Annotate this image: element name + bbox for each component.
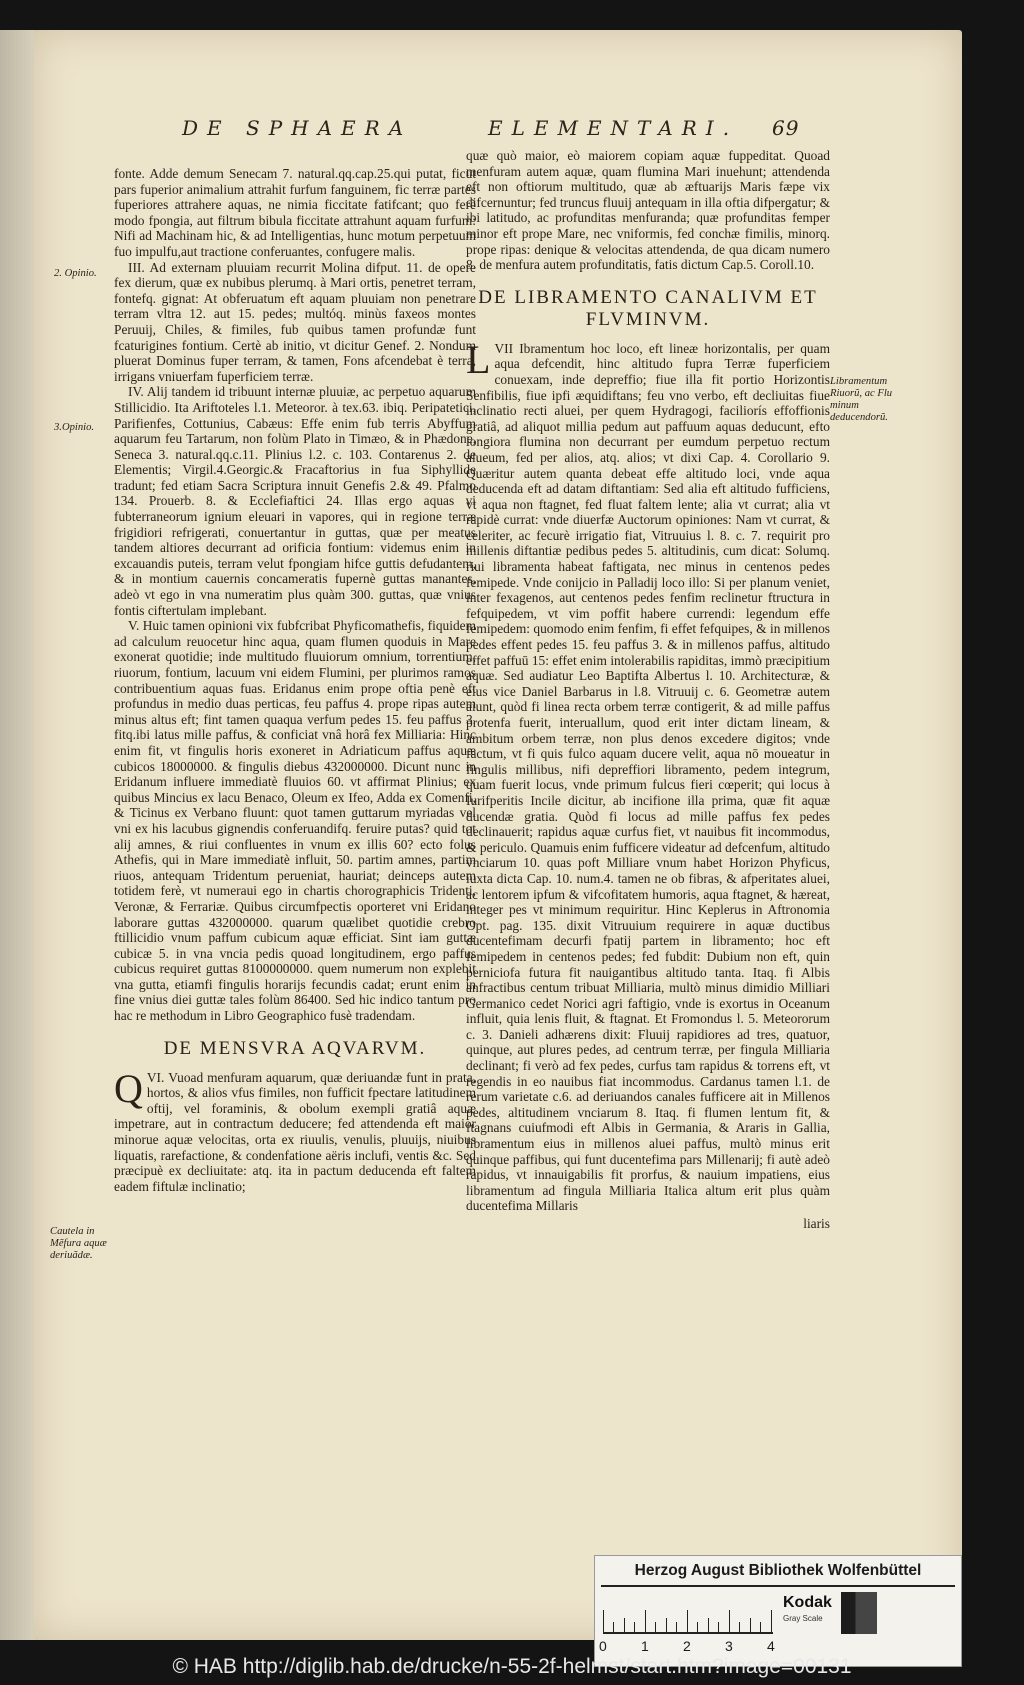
book-page — [34, 30, 962, 1654]
right-column — [466, 148, 830, 1232]
ruler-number: 0 — [599, 1638, 607, 1654]
paragraph-number: VII — [494, 340, 514, 356]
margin-note-opinio-3: 3.Opinio. — [54, 422, 95, 433]
ruler-number: 2 — [683, 1638, 691, 1654]
left-column — [114, 166, 476, 1194]
paragraph-vii — [466, 336, 830, 1214]
gray-swatch — [841, 1592, 877, 1634]
paragraph-number: VI. — [146, 1069, 165, 1085]
paragraph-text: Vuoad menfuram aquarum, quæ deriuandæ funt in prata, hortos, & alios vfus fimiles, non fufficit fpectare latitudinem oftij, vel foraminis, & obolum exempli gratiâ aquæ impetrare, aut in contractum deducere; fed attendenda eft maior minorue aquæ velocitas, orta ex riuulis, venulis, pluuijs, niuibus liquatis, rarefactione, & condenfatione aëris inclufi, ventis &c. Sed præcipuè ex decliuitate: atq. ita in pactum deducenda eft faltem eadem fiftulæ inclinatio; — [114, 1069, 476, 1194]
margin-note-libramentum: Libramentum Riuorũ, ac Flu minum deducendorũ. — [830, 376, 893, 423]
paragraph: fonte. Adde demum Senecam 7. natural.qq.cap.25.qui putat, ficut pars fuperior animalium attrahit furfum fanguinem, fic terræ partes fuperiores attrahere aquas, ne nimia ficcitate fatifcant; quo ferè modo fpongia, aut filtrum bibula ficcitate attrahunt aquam furfum: Nifi ad Machinam hic, & ad Intelligentias, hunc motum perpetuum fuo impulfu,aut tractione conferuantes, confugere malis. — [114, 166, 476, 259]
section-title-libramento: DE LIBRAMENTO CANALIVM ET FLVMINVM. — [478, 286, 818, 330]
library-name: Herzog August Bibliothek Wolfenbüttel — [634, 1562, 922, 1579]
copyright-footer: © HAB http://diglib.hab.de/drucke/n-55-2f-helmst/start.htm?image=00131 — [172, 1655, 852, 1678]
paragraph: V. Huic tamen opinioni vix fubfcribat Phyficomathefis, fiquidem ad calculum reuocetur hinc aqua, quam flumen quoduis in Mare exonerat quotidie; inde multitudo fluuiorum omnium, torrentium, riuorum, fontium, lacuum vni eidem Flumini, per plurimos ramos contribuentium aquas fuas. Eridanus enim prope oftia penè eft profundus in medio duas perticas, feu paffus 4. prope ripas autem minus altus eft; fint tamen quaqua verfum pedes 15. feu paffus 3. fitq.ibi latus mille paffus, & conficiat vnâ horâ fex Milliaria: Hinc enim fit, vt fingulis horis exoneret in Adriaticum paffus aquæ cubicos 18000000. & fingulis diebus 432000000. Dicunt nunc in Eridanum influere immediatè fluuios 60. vt affirmat Plinius; ex quibus Mincius ex lacu Benaco, Oleum ex Ifeo, Adda ex Comenfi, & Ticinus ex Verbano fluunt: quot tamen guttarum myriadas vel vni ex his lacubus gignendis conferuandifq. feruire putas? quid tot alij amnes, & riui confluentes in vnum ex illis 60? ecto folus Athefis, qui in Mare immediatè influit, 50. partim amnes, partim riuos, antequam Tridentum perueniat, hauriat; deinceps autem totidem ferè, vt numeraui ego in chartis chorographicis Tridenti, Veronæ, & Ferrariæ. Quibus circumfpectis oporteret vni Eridano laborare guttas 432000000. quarum quælibet quotidie crebro ftillicidio vnum paffum cubicum aquæ efficiat. Sint iam guttæ cubicæ 5. in vna vncia pedis quoad longitudinem, ergo paffus cubicus requiret guttas 8100000000. quem numerum non explebit vna gutta, etiamfi fingulis horarijs fecundis cadat; erunt enim in fine vnius diei guttæ tales folùm 86400. Sed hic indico tantum pro hac re methodum in Libro Geographico fusè tradendam. — [114, 618, 476, 1024]
paragraph-text: Ibramentum hoc loco, eft lineæ horizontalis, per quam aqua defcendit, hinc altitudo fupra Terræ fuperficiem conuexam, inde depreffio; fiue illa fit portio Horizontis Senfibilis, fiue ipfi æquidiftans; feu vno verbo, eft decliuitas fiue inclinatio recti aluei, per quem Hydragogi, faciliorís effoffionis gratiâ, ad aliquot millia pedum aut paffuum aquas deducunt, efto longiora flumina non decurrant per eumdum perpetuo rectum alueum, fed per alios, atq. alios; vt dixi Cap. 4. Corollario 9. Quæritur autem quanta debeat effe altitudo loci, vnde aqua deducenda eft ad datam diftantiam: Sed alia eft altitudo fufficiens, vt aqua non ftagnet, fed fluat faltem lente; alia vt currat; alia vt rapidè currat: vnde diuerfæ Auctorum opiniones: Nam vt currat, & celeriter, ac fecurè irrigatio fiat, Vitruuius l. 8. c. 7. requirit pro millenis diftantiæ pedibus pedes 5. altitudinis, cum dicat: Solumq. riui libramenta habeat faftigata, nec minus in centenos pedes femipede. Vnde conijcio in Palladij loco illo: Si per planum veniet, inter fexagenos, aut centenos pedes fenfim reclinetur ftructura in fefquipedem, vt vim poffit habere currendi: legendum effe femipedem: quomodo enim fenfim, fi effet fefquipes, & in millenos pedes effent pedes 15. feu paffus 3. & in millenos paffus, altitudo effet paffuū 15: effet enim intolerabilis rapiditas, immò præcipitium aquæ. Sed audiatur Leo Baptifta Albertus l. 10. Architecturæ, & eius vice Daniel Barbarus in l.8. Vitruuij c. 6. Geometræ autem aiunt, quòd fi linea recta orbem terræ contigerit, & ad mille paffus protenfa fuerit, interuallum, quod erit inter dictam lineam, & ambitum orbem terræ, non plus denos excedere digitos; vnde factum, vt fi quis fulco aquam ducere velit, aqua nō moueatur in fingulis millibus, nifi depreffiori libramento, pedem integrum, quam fuerit locus, vnde primum fulcus fieri cœperit; qui locus à Iurifperitis Incile dicitur, ab incifione illa prima, quæ fit aquæ ducendæ gratia. Quòd fi locus ad mille paffus fex pedes declinauerit; rapidus aquæ curfus fiet, vt nauibus fit incommodus, & periculo. Quamuis enim fufficere videatur ad defcenfum, altitudo vnciarum 10. quas poft Milliare vnum habet Horizon Phyficus, iuxta dicta Cap. 10. num.4. tamen ne ob fibras, & afperitates aluei, ac lentorem ipfum & vifcofitatem humoris, aqua ftagnet, & hæreat, integer pes vt minimum requiritur. Hinc Keplerus in Aftronomia Opt. pag. 135. dixit Vitruuium requirere in aquæ ductibus ducentefimam decurfi fpatij partem in libramento; hoc eft femipedem in centenos pedes; fed fubdit: Dubium non eft, quin perniciofa futura fit nauigantibus altitudo tanta. Itaq. fi Albis anfractibus centum tribuat Milliaria, multò minus dimidio Milliari Germanico cedet Norici agri faftigio, vnde is exortus in Oceanum influit, quia lenis fluit, & ftagnat. Et Fromondus l. 5. Meteororum c. 3. Danieli adhærens dixit: Fluuij rapidiores ad tres, quatuor, quinque, aut plures pedes, ad centrum terræ, per fingula Milliaria declinant; fi verò ad fex pedes, curfus tam rapidus & torrens eft, vt regendis in eo nauibus fiat incommodus. Cardanus tamen l.1. de rerum varietate c.6. ad deriuandos canales fufficere ait in Millenos pedes, altitudinem vnciarum 8. Itaq. fi flumen lentum fit, & ftagnans cuiufmodi eft Albis in Germania, & Araris in Gallia, libramentum eius in millenos aluei paffus, multò minus erit quinque paffibus, qui funt ducentefima pars Millenarij; fi autè adeò rapidus, vt innauigabilis fit prorfus, & nauium impatiens, eius libramentum ad fingula Milliaria Italica altum erit plus quàm ducentefima Millaris — [466, 340, 830, 1214]
divider — [601, 1585, 955, 1587]
ruler-scale — [603, 1596, 773, 1634]
paragraph-vi — [114, 1065, 476, 1195]
book-gutter — [0, 30, 36, 1640]
ruler-number: 1 — [641, 1638, 649, 1654]
paragraph: III. Ad externam pluuiam recurrit Molina difput. 11. de opere fex dierum, quæ ex nubibus plerumq. à Mari ortis, penetret terram, fontefq. gignat: At obferuatum eft aquam pluuiam non penetrare terram vltra 12. aut 15. pedes; multóq. minùs faxeos montes Peruuij, Chiles, & fimiles, fub quibus tamen profundæ funt fcaturigines fontium. Certè ab initio, vt dicitur Genef. 2. Nondum pluerat Dominus fuper terram, & tamen, Fons afcendebat è terra, irrigans vniuerfam fuperficiem terræ. — [114, 259, 476, 384]
margin-note-opinio-2: 2. Opinio. — [54, 268, 97, 279]
catchword: liaris — [803, 1216, 830, 1231]
ruler-number: 3 — [725, 1638, 733, 1654]
ruler-number: 4 — [767, 1638, 775, 1654]
section-title-mensura: DE MENSVRA AQVARVM. — [163, 1037, 427, 1059]
gray-scale-label: Gray Scale — [783, 1614, 823, 1623]
page-number: 69 — [772, 116, 800, 140]
drop-cap: L — [466, 336, 491, 382]
kodak-logo: Kodak — [783, 1594, 832, 1611]
margin-note-cautela: Cautela in Mẽfura aquæ deriuãdæ. — [50, 1226, 107, 1261]
drop-cap: Q — [114, 1065, 143, 1111]
paragraph: IV. Alij tandem id tribuunt internæ pluuiæ, ac perpetuo aquarum Stillicidio. Ita Ariftoteles l.1. Meteoror. à tex.63. ibiq. Peripatetici, Parifienfes, Cottunius, Cabæus: Effe enim fub terris Abyffum aquarum feu Tartarum, non folùm Plato in Timæo, & in Phædone, Seneca 3. natural.qq.c.11. Plinius l.2. c. 103. Contarenus 2. de Elementis; Virgil.4.Georgic.& Fracaftorius in fua Siphyllide tradunt; fed etiam Sacra Scriptura innuit Genefis 2.& 49. Pfalmo 134. Prouerb. 8. & Ecclefiaftici 24. Illas ergo aquas vi fubterraneorum ignium eleuari in vapores, qui in regione terræ frigidiori refrigerati, conuertantur in guttas, quæ per meatus tandem altiores decurrant ad orificia fontium: videmus enim in excauandis puteis, terram velut fpongiam hifce guttis defudantem, & in montium cauernis concameratis fupernè guttas manantes, adeò vt ego in vna numeratim plus quàm 300. guttas, quæ vnius fontis ciftertulam implebant. — [114, 384, 476, 618]
paragraph: quæ quò maior, eò maiorem copiam aquæ fuppeditat. Quoad menfuram autem aquæ, quam flumina Mari inuehunt; attendenda eft non oftiorum multitudo, quæ ab æftuarijs Maris fæpe vix difcernuntur; fed truncus fluuij antequam in illa oftia difpergatur; & ibi latitudo, ac profunditas menfuranda; quæ profunditas femper minor eft prope Mare, nec vniformis, fed conchæ fimilis, minorq. prope ripas: denique & velocitas attendenda, de qua dicam numero 8. de menfura autem profunditatis, fatis dictum Cap.5. Coroll.10. — [466, 148, 830, 273]
header-right: ELEMENTARI. — [488, 116, 739, 140]
header-left: DE SPHAERA — [182, 116, 413, 140]
